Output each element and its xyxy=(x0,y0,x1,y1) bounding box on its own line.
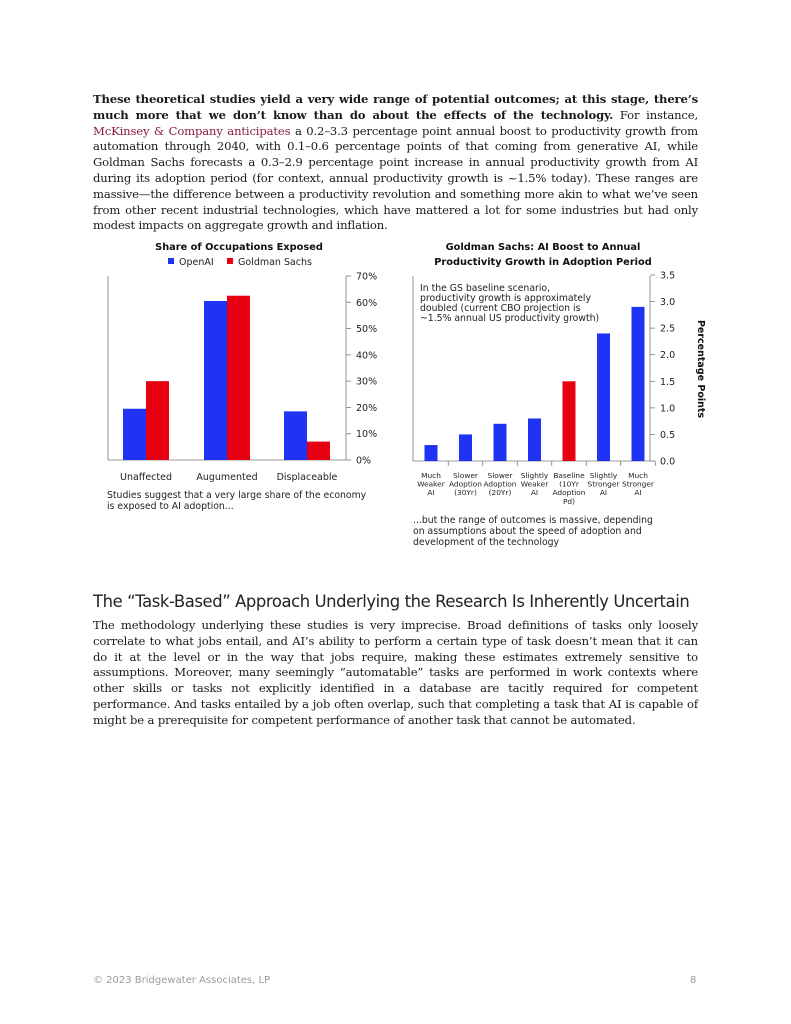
annotation-line-3: doubled (current CBO projection is xyxy=(420,303,581,314)
intro-text-2: a 0.2–3.3 percentage point annual boost to productivity growth from automation through 2040, with 0.1–0.6 percentage points of that coming from generative AI, while Goldman Sachs forecasts a 0.3–2.9 percentage point increase in annual productivity growth from AI during its adoption period (for context, annual productivity growth is ~1.5% today). These ranges are massive—the difference between a productivity revolution and something more akin to what we’ve seen from other recent industrial technologies, which have mattered a lot for some industries but had only modest impacts on aggregate growth and inflation. xyxy=(93,123,699,233)
chart-gs-productivity-boost xyxy=(405,236,715,556)
scenario-label: Pd) xyxy=(562,496,576,506)
chart1-caption-line-2: is exposed to AI adoption... xyxy=(107,501,234,512)
scenario-label: Stronger xyxy=(587,479,620,489)
bar-scenario-6 xyxy=(597,333,610,461)
chart2-ytick-label: 3.0 xyxy=(660,297,676,309)
chart-occupations-exposed xyxy=(100,236,390,526)
intro-text-1: For instance, xyxy=(613,107,698,122)
scenario-label: Baseline xyxy=(553,471,585,480)
chart2-ytick-label: 0.0 xyxy=(660,456,676,468)
bar-scenario-4 xyxy=(528,418,541,461)
legend-goldman-label: Goldman Sachs xyxy=(238,257,313,268)
chart2-annotation xyxy=(420,283,599,324)
scenario-label: Adoption xyxy=(483,479,517,489)
scenario-label: Slightly xyxy=(520,471,549,480)
scenario-label: Much xyxy=(628,471,648,480)
chart2-ytick-label: 1.0 xyxy=(660,403,676,415)
bar-scenario-2 xyxy=(459,434,472,461)
chart2-caption-line-2: on assumptions about the speed of adoption and xyxy=(413,526,642,537)
chart1-ytick-label: 0% xyxy=(356,455,372,467)
mckinsey-link[interactable]: McKinsey & Company anticipates xyxy=(93,123,291,138)
intro-paragraph xyxy=(93,92,698,234)
scenario-label: AI xyxy=(530,488,539,498)
scenario-label: Slower xyxy=(453,471,478,480)
cat-label-augumented: Augumented xyxy=(196,472,258,483)
chart2-title-line-1: Goldman Sachs: AI Boost to Annual xyxy=(445,242,641,253)
legend-openai-swatch xyxy=(168,258,174,264)
chart2-ytick-label: 2.0 xyxy=(660,350,676,362)
chart1-ytick-label: 30% xyxy=(356,376,378,388)
chart2-ytick-label: 1.5 xyxy=(660,376,676,388)
chart2-caption-line-1: ...but the range of outcomes is massive, depending xyxy=(413,515,653,526)
footer-copyright: © 2023 Bridgewater Associates, LP xyxy=(93,975,271,986)
scenario-label: Weaker xyxy=(520,479,549,489)
section-body: The methodology underlying these studies is very imprecise. Broad definitions of tasks only loosely correlate to what jobs entail, and AI’s ability to perform a certain type of task doesn’t mean that it can do it at the level or in the way that jobs require, making these estimates extremely sensitive to assumptions. Moreover, many seemingly “automatable” tasks are performed in work contexts where other skills or tasks not explicitly identified in a database are tacitly required for competent performance. And tasks entailed by a job often overlap, such that completing a task that AI is capable of might be a prerequisite for competent performance of another task that cannot be automated. xyxy=(93,618,698,727)
annotation-line-2: productivity growth is approximately xyxy=(420,293,592,304)
chart1-ytick-label: 70% xyxy=(356,271,378,283)
chart1-legend xyxy=(168,257,312,268)
chart1-ytick-label: 10% xyxy=(356,429,378,441)
scenario-label: Slightly xyxy=(589,471,618,480)
bar-scenario-5 xyxy=(563,381,576,461)
chart1-ytick-label: 60% xyxy=(356,297,378,309)
legend-openai-label: OpenAI xyxy=(179,257,214,268)
scenario-label: (10Yr xyxy=(559,479,579,489)
scenario-label: (30Yr) xyxy=(454,488,477,498)
scenario-label: Slower xyxy=(487,471,513,480)
bar-goldman-sachs-augumented xyxy=(227,296,250,460)
bar-openai-displaceable xyxy=(284,411,307,460)
scenario-label: Stronger xyxy=(622,479,654,489)
bar-scenario-1 xyxy=(425,445,438,461)
page-number: 8 xyxy=(690,975,697,986)
chart2-title-line-2: Productivity Growth in Adoption Period xyxy=(434,257,652,268)
chart2-ytick-label: 2.5 xyxy=(660,323,676,335)
scenario-label: AI xyxy=(427,488,435,498)
annotation-line-1: In the GS baseline scenario, xyxy=(420,283,551,294)
intro-bold-lead: These theoretical studies yield a very wide range of potential outcomes; at this stage, there’s much more that we don’t know than do about the effects of the technology. xyxy=(93,92,698,122)
bar-scenario-7 xyxy=(632,307,645,461)
chart1-caption-line-1: Studies suggest that a very large share of the economy xyxy=(107,490,367,501)
cat-label-unaffected: Unaffected xyxy=(119,472,173,483)
bar-goldman-sachs-displaceable xyxy=(307,442,330,460)
bar-openai-augumented xyxy=(204,301,227,460)
scenario-label: (20Yr) xyxy=(488,488,512,498)
scenario-label: AI xyxy=(634,488,642,498)
scenario-label: Adoption xyxy=(552,488,586,498)
legend-goldman-swatch xyxy=(227,258,233,264)
chart1-ytick-label: 40% xyxy=(356,350,378,362)
chart2-caption-line-3: development of the technology xyxy=(413,537,560,548)
scenario-label: Weaker xyxy=(417,479,445,489)
scenario-label: AI xyxy=(599,488,608,498)
chart2-ylabel: Percentage Points xyxy=(695,319,706,419)
chart1-ytick-label: 20% xyxy=(356,402,378,414)
bar-openai-unaffected xyxy=(123,409,146,460)
bar-scenario-3 xyxy=(494,424,507,461)
chart1-title: Share of Occupations Exposed xyxy=(155,242,323,253)
scenario-label: Adoption xyxy=(449,479,482,489)
section-heading: The “Task-Based” Approach Underlying the Research Is Inherently Uncertain xyxy=(93,592,690,611)
scenario-label: Much xyxy=(421,471,441,480)
chart2-ytick-label: 0.5 xyxy=(660,429,676,441)
cat-label-displaceable: Displaceable xyxy=(276,472,338,483)
annotation-line-4: ~1.5% annual US productivity growth) xyxy=(420,313,600,324)
bar-goldman-sachs-unaffected xyxy=(146,381,169,460)
chart1-ytick-label: 50% xyxy=(356,324,378,336)
chart2-ytick-label: 3.5 xyxy=(660,270,676,282)
